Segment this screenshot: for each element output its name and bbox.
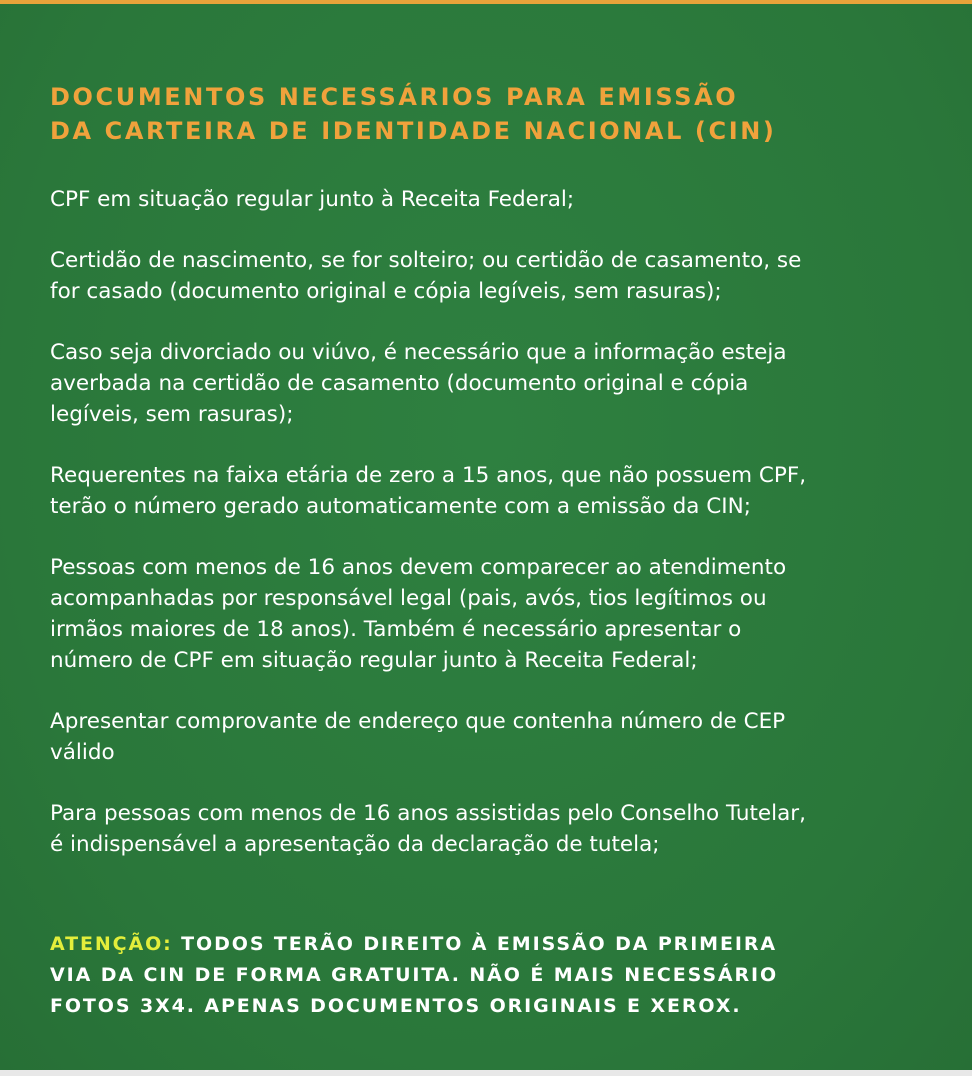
notice-line-1-text: TODOS TERÃO DIREITO À EMISSÃO DA PRIMEIRA: [172, 933, 777, 955]
requirement-line: Requerentes na faixa etária de zero a 15 anos, que não possuem CPF,: [50, 463, 807, 488]
requirement-line: legíveis, sem rasuras);: [50, 402, 294, 427]
requirements-list: [50, 184, 930, 890]
page-title: [50, 80, 930, 148]
requirement-line: Pessoas com menos de 16 anos devem comparecer ao atendimento: [50, 555, 787, 580]
requirement-menores-16: [50, 552, 930, 676]
title-line-1: DOCUMENTOS NECESSÁRIOS PARA EMISSÃO: [50, 83, 739, 111]
info-card: [0, 4, 972, 1070]
notice-line-1: [50, 929, 950, 960]
requirement-line: válido: [50, 740, 115, 765]
requirement-comprovante-endereco: [50, 706, 930, 768]
requirement-line: número de CPF em situação regular junto à Receita Federal;: [50, 648, 698, 673]
requirement-line: CPF em situação regular junto à Receita Federal;: [50, 187, 575, 212]
notice-label: ATENÇÃO:: [50, 933, 173, 955]
notice-line-3: FOTOS 3X4. APENAS DOCUMENTOS ORIGINAIS E XEROX.: [50, 995, 742, 1017]
requirement-divorciado-viuvo: [50, 337, 930, 430]
notice-line-2: VIA DA CIN DE FORMA GRATUITA. NÃO É MAIS NECESSÁRIO: [50, 964, 779, 986]
requirement-menores-15: [50, 460, 930, 522]
requirement-line: averbada na certidão de casamento (documento original e cópia: [50, 371, 749, 396]
requirement-certidao: [50, 245, 930, 307]
requirement-line: é indispensável a apresentação da declaração de tutela;: [50, 832, 660, 857]
attention-notice: [50, 929, 950, 1022]
requirement-line: Para pessoas com menos de 16 anos assistidas pelo Conselho Tutelar,: [50, 801, 806, 826]
requirement-cpf: [50, 184, 930, 215]
requirement-line: Caso seja divorciado ou viúvo, é necessário que a informação esteja: [50, 340, 787, 365]
requirement-line: for casado (documento original e cópia legíveis, sem rasuras);: [50, 279, 722, 304]
requirement-line: Certidão de nascimento, se for solteiro; ou certidão de casamento, se: [50, 248, 802, 273]
title-line-2: DA CARTEIRA DE IDENTIDADE NACIONAL (CIN): [50, 117, 777, 145]
bottom-border: [0, 1070, 972, 1076]
requirement-conselho-tutelar: [50, 798, 930, 860]
requirement-line: terão o número gerado automaticamente com a emissão da CIN;: [50, 494, 751, 519]
requirement-line: Apresentar comprovante de endereço que contenha número de CEP: [50, 709, 786, 734]
requirement-line: acompanhadas por responsável legal (pais, avós, tios legítimos ou: [50, 586, 767, 611]
requirement-line: irmãos maiores de 18 anos). Também é necessário apresentar o: [50, 617, 742, 642]
